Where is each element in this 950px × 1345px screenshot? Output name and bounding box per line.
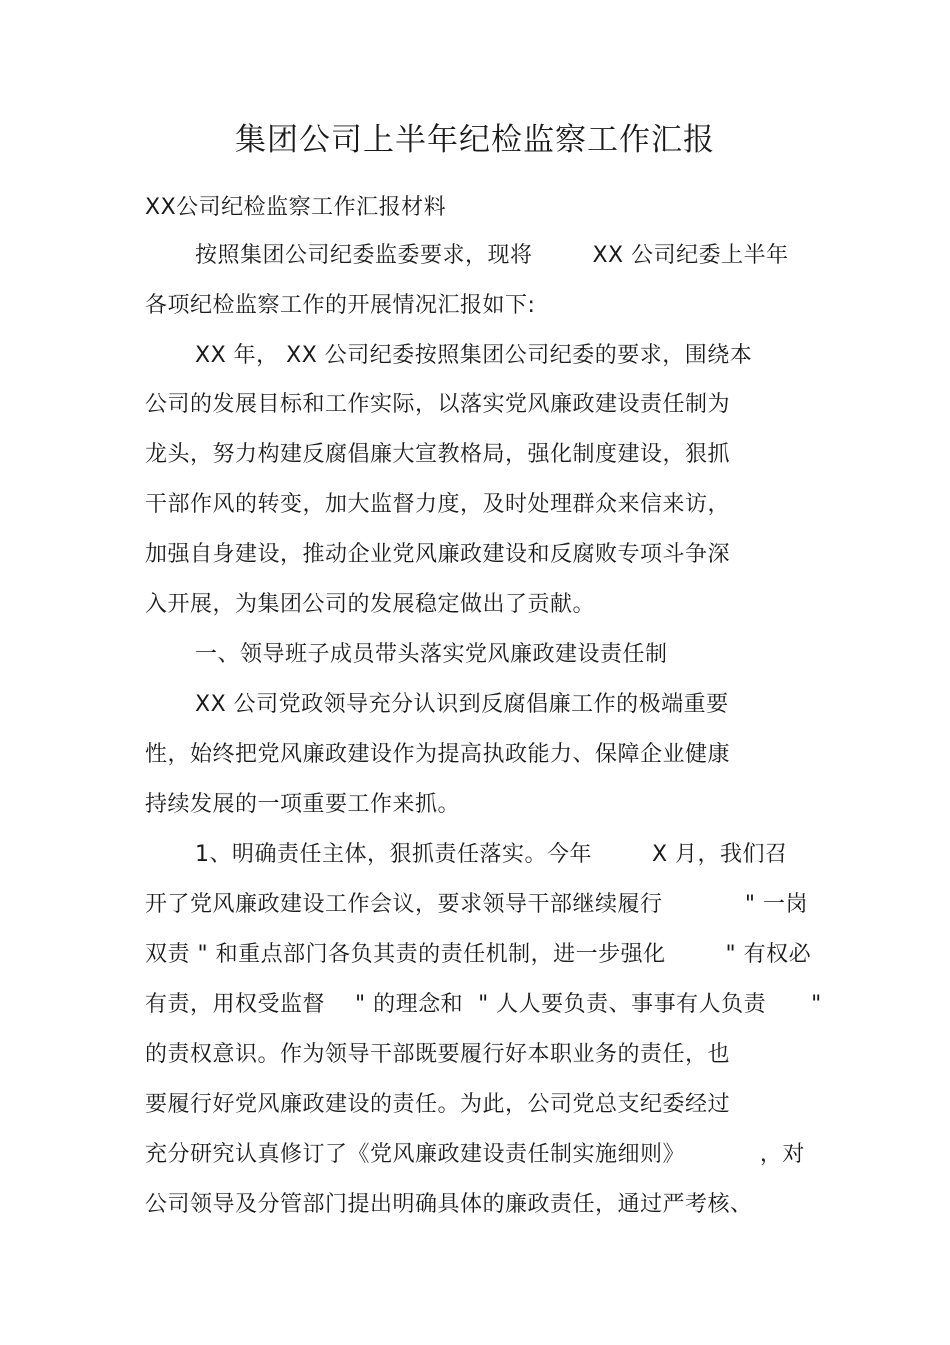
paragraph-line: 要履行好党风廉政建设的责任。为此，公司党总支纪委经过 — [145, 1092, 731, 1117]
paragraph-line: 入开展，为集团公司的发展稳定做出了贡献。 — [145, 592, 596, 617]
paragraph-line: 的责权意识。作为领导干部既要履行好本职业务的责任，也 — [145, 1042, 731, 1067]
paragraph-line: 持续发展的一项重要工作来抓。 — [145, 792, 461, 817]
paragraph-line: 双责 " 和重点部门各负其责的责任机制，进一步强化 " 有权必 — [145, 942, 812, 967]
subtitle-line: XX公司纪检监察工作汇报材料 — [145, 195, 447, 220]
paragraph-line: 龙头，努力构建反腐倡廉大宣教格局，强化制度建设，狠抓 — [145, 442, 731, 467]
paragraph-line: 各项纪检监察工作的开展情况汇报如下: — [145, 293, 536, 318]
paragraph-line: XX 公司党政领导充分认识到反腐倡廉工作的极端重要 — [195, 692, 729, 717]
paragraph-line: 有责，用权受监督 " 的理念和 " 人人要负责、事事有人负责 " — [145, 992, 822, 1017]
paragraph-line: 充分研究认真修订了《党风廉政建设责任制实施细则》 ，对 — [145, 1142, 805, 1167]
section-heading: 一、领导班子成员带头落实党风廉政建设责任制 — [195, 642, 668, 667]
paragraph-line: XX 年， XX 公司纪委按照集团公司纪委的要求，围绕本 — [195, 343, 753, 368]
paragraph-line: 按照集团公司纪委监委要求，现将 XX 公司纪委上半年 — [195, 243, 789, 268]
paragraph-line: 开了党风廉政建设工作会议，要求领导干部继续履行 " 一岗 — [145, 892, 809, 917]
paragraph-line: 加强自身建设，推动企业党风廉政建设和反腐败专项斗争深 — [145, 542, 731, 567]
paragraph-line: 1、明确责任主体，狠抓责任落实。今年 X 月，我们召 — [195, 842, 788, 867]
paragraph-line: 干部作风的转变，加大监督力度，及时处理群众来信来访， — [145, 492, 731, 517]
paragraph-line: 公司的发展目标和工作实际，以落实党风廉政建设责任制为 — [145, 392, 731, 417]
document-title: 集团公司上半年纪检监察工作汇报 — [235, 122, 715, 158]
paragraph-line: 性，始终把党风廉政建设作为提高执政能力、保障企业健康 — [145, 742, 731, 767]
paragraph-line: 公司领导及分管部门提出明确具体的廉政责任，通过严考核、 — [145, 1192, 753, 1217]
